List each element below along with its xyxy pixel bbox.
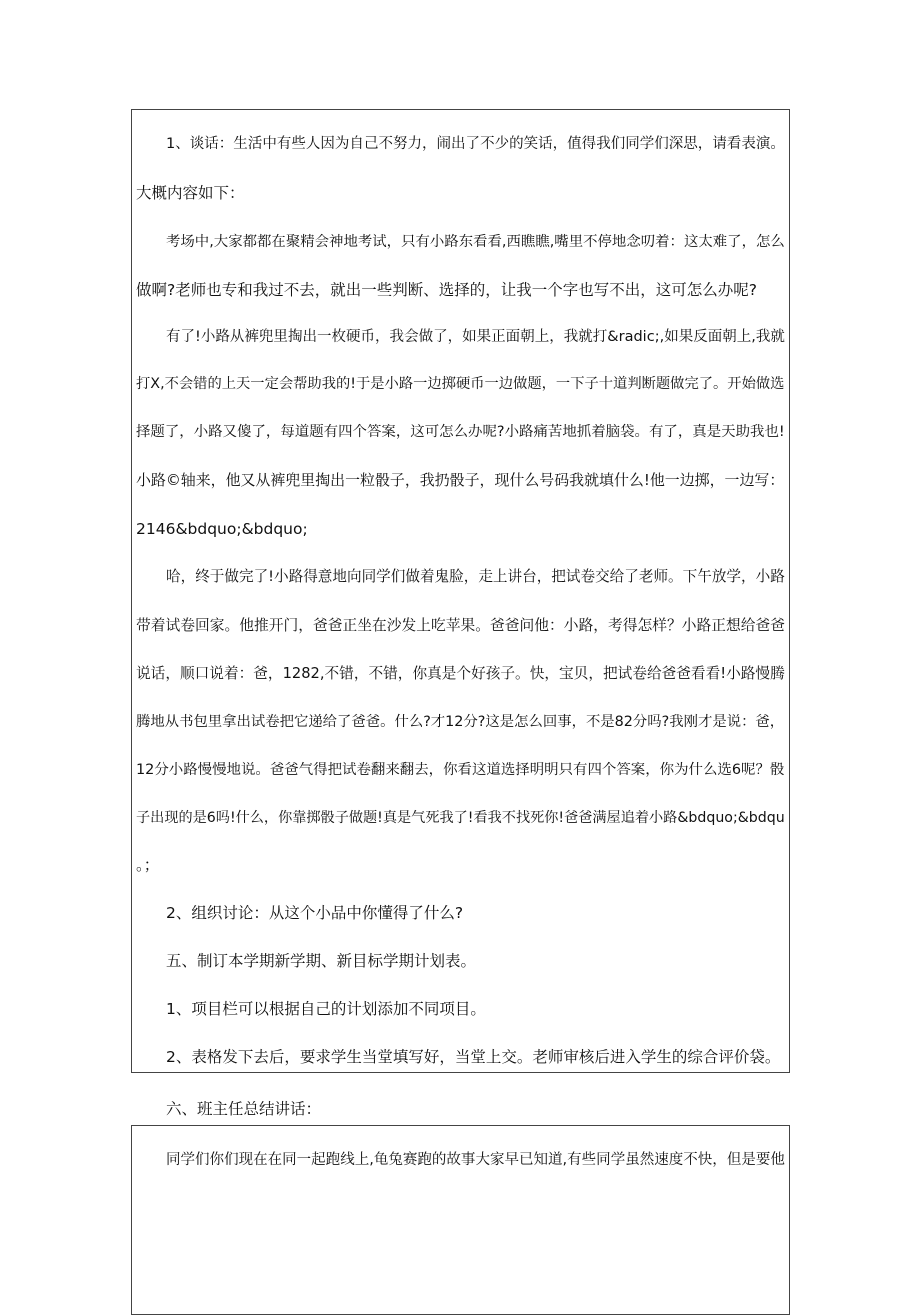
paragraph-line: 大概内容如下：	[136, 184, 245, 202]
section-heading: 六、班主任总结讲话：	[166, 1100, 322, 1118]
paragraph-line: 2、表格发下去后，要求学生当堂填写好，当堂上交。老师审核后进入学生的综合评价袋。	[166, 1048, 781, 1066]
paragraph-line: 有了!小路从裤兜里掏出一枚硬币，我会做了，如果正面朝上，我就打&radic;,如果反面朝上,我就	[166, 329, 785, 345]
paragraph-line: 1、项目栏可以根据自己的计划添加不同项目。	[166, 1000, 486, 1018]
paragraph-line: 子出现的是6吗!什么，你靠掷骰子做题!真是气死我了!看我不找死你!爸爸满屋追着小路&bdquo;&bdqu	[136, 810, 785, 826]
paragraph-line: 。；	[136, 856, 160, 874]
paragraph-line: 同学们你们现在在同一起跑线上,龟兔赛跑的故事大家早已知道,有些同学虽然速度不快，但是要他	[166, 1152, 785, 1168]
content-box-activities	[131, 109, 790, 1073]
paragraph-line: 12分小路慢慢地说。爸爸气得把试卷翻来翻去，你看这道选择明明只有四个答案，你为什么选6呢？骰	[136, 762, 785, 778]
paragraph-line: 五、制订本学期新学期、新目标学期计划表。	[166, 952, 477, 970]
paragraph-line: 择题了，小路又傻了，每道题有四个答案，这可怎么办呢?小路痛苦地抓着脑袋。有了，真是天助我也!	[136, 424, 785, 440]
paragraph-line: 哈，终于做完了!小路得意地向同学们做着鬼脸，走上讲台，把试卷交给了老师。下午放学，小路	[166, 568, 785, 585]
paragraph-line: 带着试卷回家。他推开门，爸爸正坐在沙发上吃苹果。爸爸问他：小路，考得怎样？小路正想给爸爸	[136, 617, 785, 634]
paragraph-line: 小路©轴来，他又从裤兜里掏出一粒骰子，我扔骰子，现什么号码我就填什么!他一边掷，一边写：	[136, 471, 785, 489]
paragraph-line: 腾地从书包里拿出试卷把它递给了爸爸。什么?才12分?这是怎么回事，不是82分吗?我刚才是说：爸，	[136, 714, 785, 730]
paragraph-line: 考场中,大家都都在聚精会神地考试，只有小路东看看,西瞧瞧,嘴里不停地念叨着：这太难了，怎么	[166, 234, 785, 250]
paragraph-line: 打X,不会错的上天一定会帮助我的!于是小路一边掷硬币一边做题，一下子十道判断题做完了。开始做选	[136, 376, 785, 392]
paragraph-line: 2、组织讨论：从这个小品中你懂得了什么?	[166, 904, 464, 922]
paragraph-line: 2146&bdquo;&bdquo;	[136, 520, 308, 538]
paragraph-line: 做啊?老师也专和我过不去，就出一些判断、选择的，让我一个字也写不出，这可怎么办呢?	[136, 281, 757, 299]
paragraph-line: 说话，顺口说着：爸，1282,不错，不错，你真是个好孩子。快，宝贝，把试卷给爸爸看看!小路慢腾	[136, 665, 785, 682]
paragraph-line: 1、谈话：生活中有些人因为自己不努力，闹出了不少的笑话，值得我们同学们深思，请看表演。	[166, 136, 785, 152]
